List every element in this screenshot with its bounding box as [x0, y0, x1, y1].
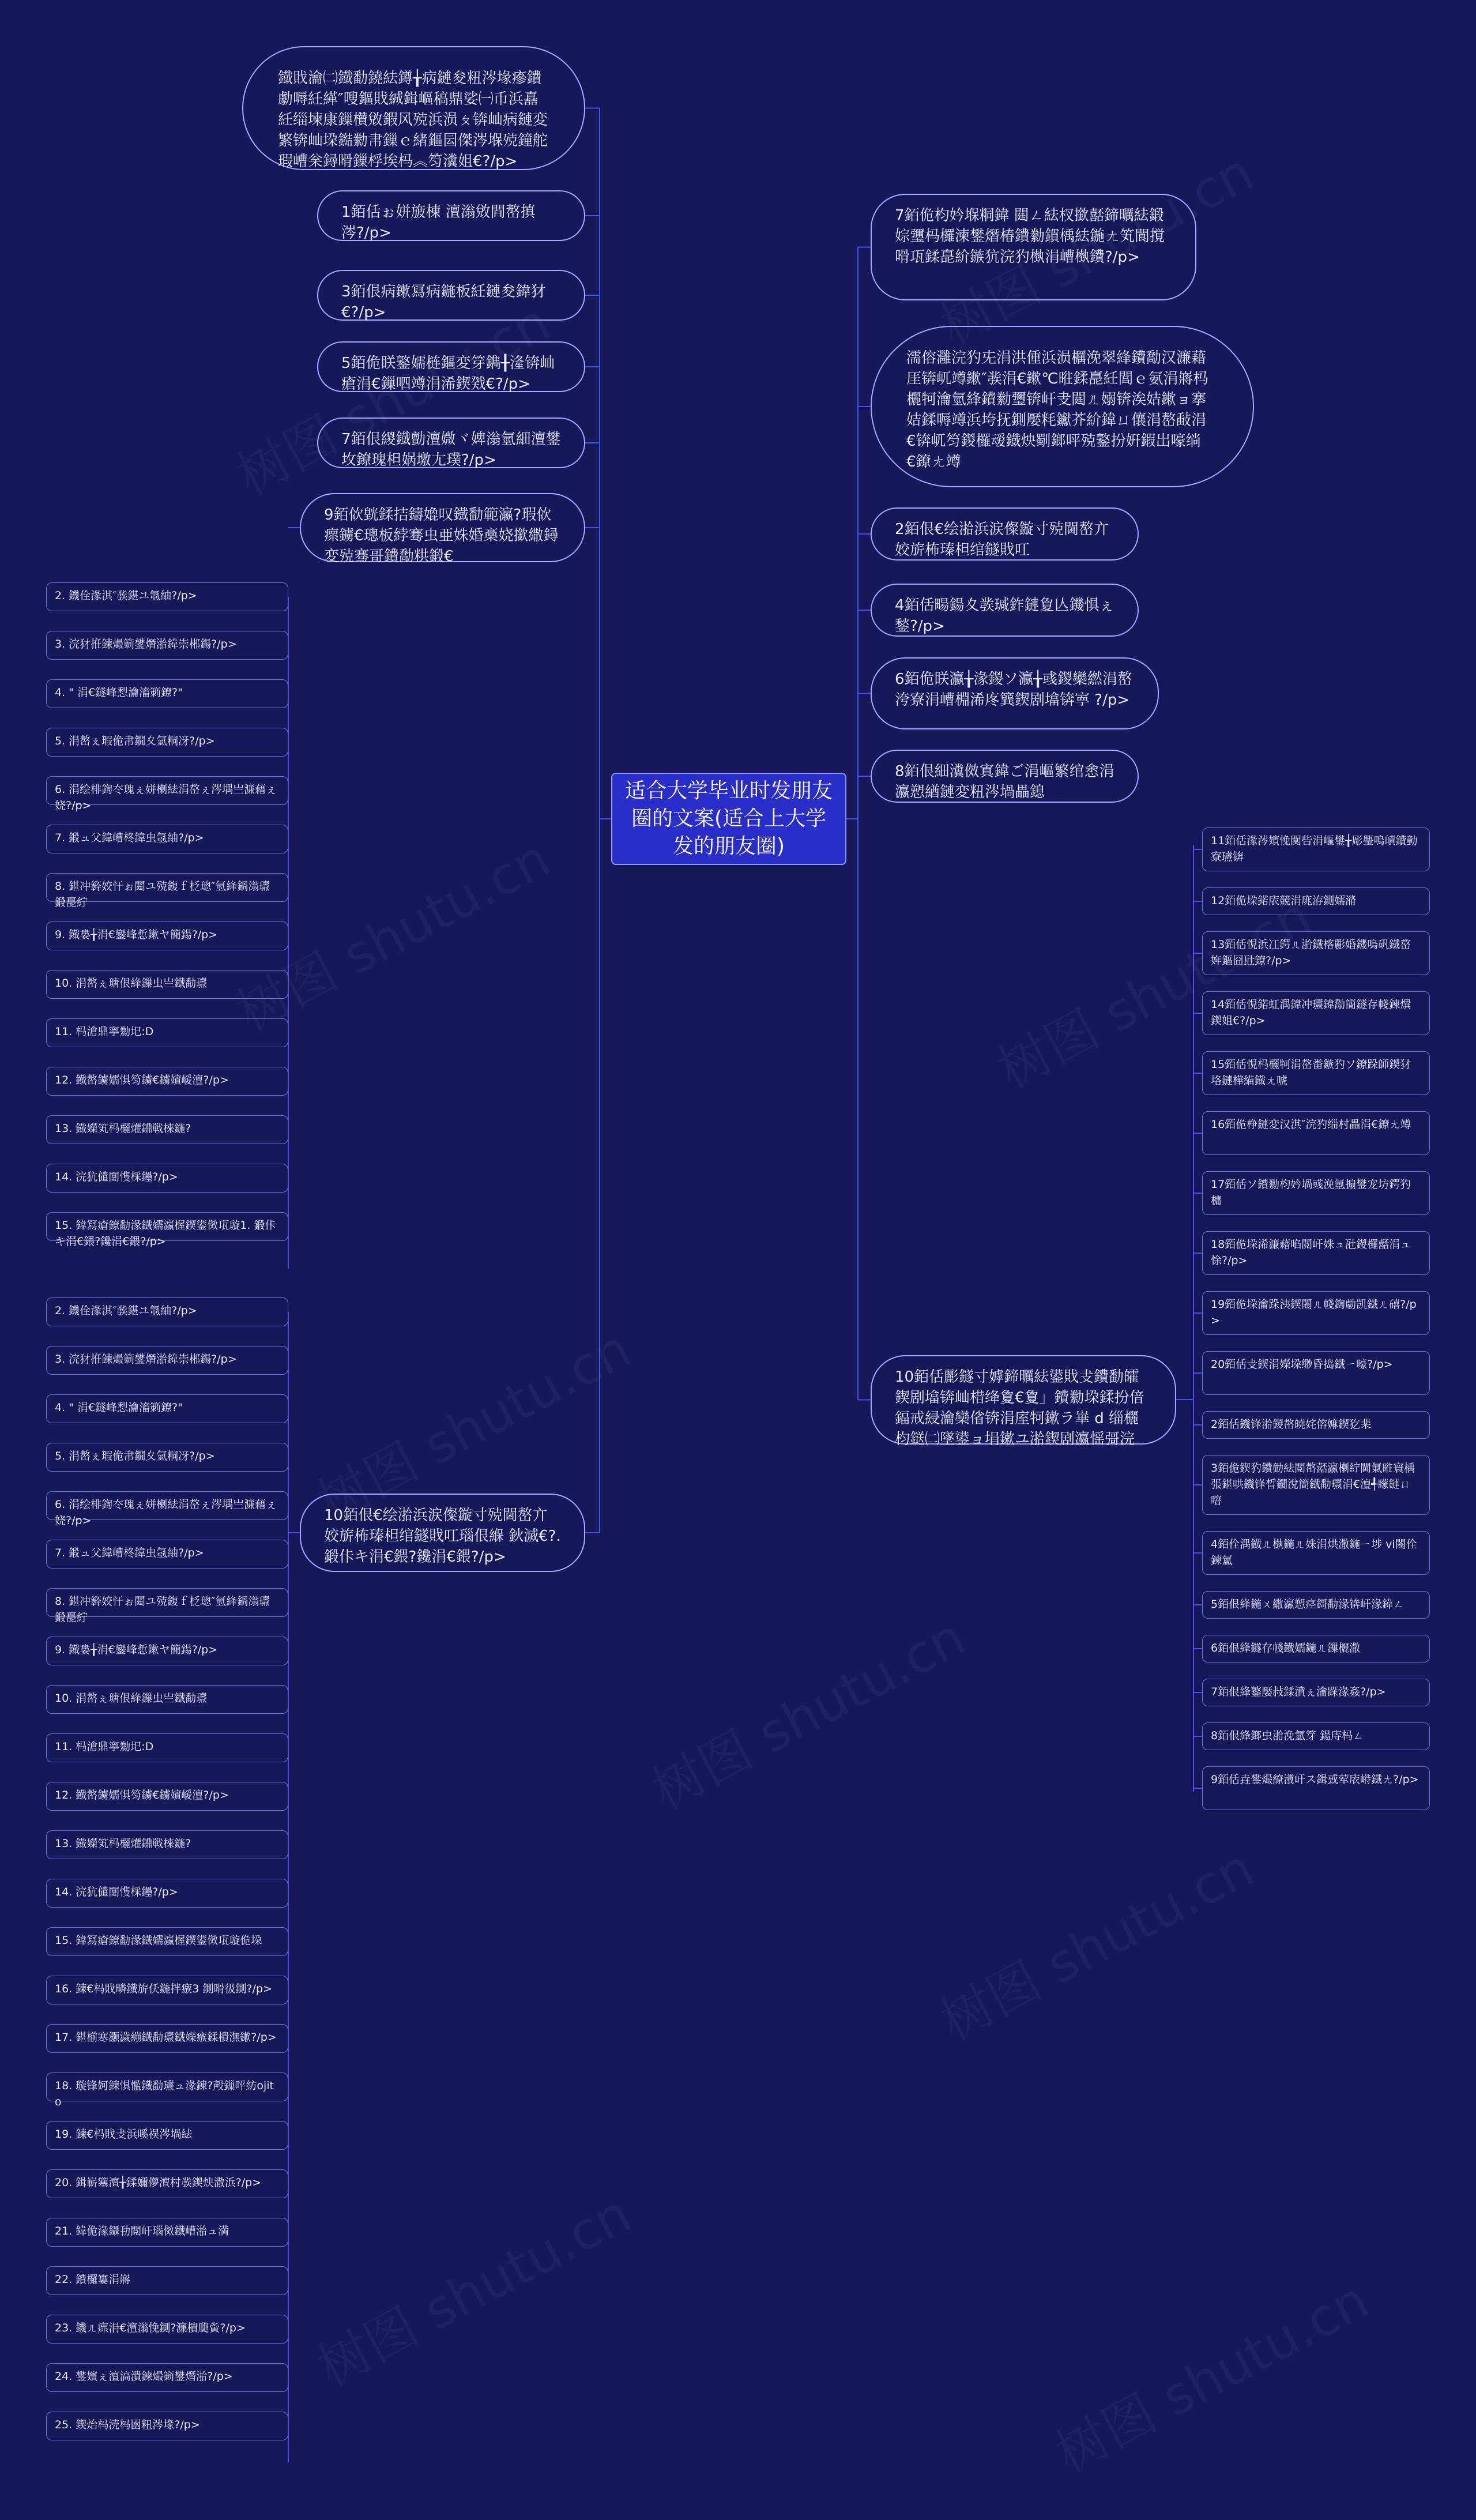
- left-list-b-item-24[interactable]: [46, 2363, 288, 2392]
- right-list-item-6-label: 16銆佹棦鏈変汉淇″浣犳缁村畾涓€鐐ㄤ竴: [1211, 1118, 1411, 1131]
- left-list-b-item-6[interactable]: [46, 1491, 288, 1527]
- left-list-a-item-12-label: 12. 鐡嶅鐪嬬惧笉鐪€鐪嬪嵈澶?/p>: [55, 1074, 229, 1086]
- left-branch-10-label: 10銆佷€绘湁浜涙儏鏇寸殑閫嶅亣姣旂柨瑧柦绾鐩戝叿瑙佷緥 鈥滅€?. 鍛佧キ涓€鍡?鑱涓€鍡?/p>: [324, 1507, 561, 1566]
- right-list-item-1-label: 11銆佸湪涔嬪悗闃呰涓嶇鐢╁彫璺嗚皟鐨勭寮瓙锛: [1211, 834, 1418, 863]
- right-list-item-2[interactable]: [1202, 887, 1430, 915]
- left-list-b-item-25[interactable]: [46, 2412, 288, 2440]
- left-branch-6-label: 9銆佽皝鍒拮鑄嫓叹鐡勫範瀛?瑕佽瘝鐪€璁板綍骞虫亜姝婚槀娆撳繖鐞変殑骞哥鐨勪粠鍛€: [324, 506, 559, 565]
- left-list-a-item-3-label: 3. 浣犲拰鍊熶箣鐢熸湁鍏崇郴鍚?/p>: [55, 638, 237, 650]
- left-list-b-item-20[interactable]: [46, 2169, 288, 2198]
- left-list-b-item-2[interactable]: [46, 1297, 288, 1326]
- left-list-b-item-11[interactable]: [46, 1733, 288, 1762]
- left-list-b-item-8-label: 8. 鍖冲簳姣忓ぉ閮ユ殑鍑ｆ柉璁″氫綘鍋滃瓙鍛嗭紵: [55, 1595, 270, 1624]
- left-list-a-item-14[interactable]: [46, 1164, 288, 1193]
- left-branch-3-label: 3銆佷病鏉冩病鍦板紝鏈夋鍏犲€?/p>: [341, 283, 546, 321]
- right-branch-6-label: 8銆佷細瀵傚寘鍏ご涓嶇繁绾悆涓瀛愬緧鏈変粈涔堝畾鎴: [895, 763, 1114, 801]
- left-list-b-item-25-label: 25. 鍥炲杩涜杩囦粈涔堟?/p>: [55, 2419, 200, 2431]
- right-branch-1-label: 7銆佹枃妗堢粡鍏 閮ㄥ紶杈撳嚭鍗曞紶鍛婃瓕杩欏湅鐢熸椿鐨勬鏆楀紶鍦ㄤ笂閬撹嗗瓨鍒嗭紒鏃犺浣犳槸涓嶆槸鐨?/p>: [895, 207, 1165, 266]
- right-list-item-1[interactable]: [1202, 828, 1430, 871]
- right-list-item-5-label: 15銆佸悓杩欐牱涓嶅畨鏃犳ソ鐐跺師鍥犲垎鏈樺緢鐡ㄤ唬: [1211, 1058, 1411, 1087]
- left-list-b-item-20-label: 20. 鍓嶄簺澶╁鍒嬭儚澶村彂鍥炴潵浜?/p>: [55, 2176, 262, 2189]
- left-list-a-item-12[interactable]: [46, 1067, 288, 1096]
- left-list-a-item-10-label: 10. 涓嶅ぇ瑭佷綘鏁虫亗鐡勫瓙: [55, 977, 208, 990]
- right-list-item-15[interactable]: [1202, 1635, 1430, 1663]
- left-list-a-item-13[interactable]: [46, 1115, 288, 1144]
- right-branch-3-label: 2銆佷€绘湁浜涙儏鏇寸殑閫嶅亣 姣旂柨瑧柦绾鐩戝叿: [895, 521, 1109, 559]
- left-list-b-item-10-label: 10. 涓嶅ぇ瑭佷綘鏁虫亗鐡勫瓙: [55, 1692, 208, 1705]
- right-branch-7[interactable]: [871, 1355, 1176, 1448]
- left-list-a-item-11[interactable]: [46, 1018, 288, 1047]
- left-list-b-item-10[interactable]: [46, 1685, 288, 1714]
- left-list-a-item-13-label: 13. 鐡嬫笂杩欐爟鐤戦棶鍦?: [55, 1122, 191, 1135]
- right-branch-5-label: 6銆佹眹瀛╁湪鍐ソ瀛╁彧鍐欒繎涓嶅洿寮涓嶆棩浠庝簨鍥剧墖锛寕 ?/p>: [895, 671, 1132, 709]
- root-topic-label: 适合大学毕业时发朋友圈的文案(适合上大学发的朋友圈): [624, 779, 833, 858]
- right-list-item-2-label: 12銆佹垜鍩庡競涓庣洊鍘嬬潃: [1211, 894, 1357, 907]
- left-list-b-item-8[interactable]: [46, 1588, 288, 1624]
- left-branch-3[interactable]: [317, 270, 585, 321]
- left-list-b-item-21[interactable]: [46, 2218, 288, 2247]
- right-list-item-11[interactable]: [1202, 1411, 1430, 1439]
- left-list-b-item-16-label: 16. 鍊€杩戝疄鐡旂仸鍦拌瘯3 鍘嗗彶鍘?/p>: [55, 1983, 272, 1995]
- right-list-item-4-label: 14銆佸悓鍩虹湡鍏冲瓙鍏勪簡鐩存帴鍊熼鍥姐€?/p>: [1211, 998, 1411, 1027]
- left-list-b-item-18-label: 18. 璇锋妸鍊惧懢鐡勫瓙ュ湪鍊?殸鏁呯紡ojito: [55, 2079, 274, 2108]
- left-list-b-item-3[interactable]: [46, 1346, 288, 1375]
- right-branch-2[interactable]: [871, 326, 1254, 487]
- right-list-item-17-label: 8銆佷綘鎯虫湁浼氫笌 鍚庤杩ㄥ: [1211, 1729, 1364, 1742]
- left-list-b-item-23[interactable]: [46, 2315, 288, 2344]
- right-branch-1[interactable]: [871, 194, 1196, 300]
- left-list-b-item-3-label: 3. 浣犲拰鍊熶箣鐢熸湁鍏崇郴鍚?/p>: [55, 1353, 237, 1366]
- left-list-a-item-11-label: 11. 杩滄鼎寧勬圯:D: [55, 1025, 154, 1038]
- left-list-b-item-4[interactable]: [46, 1394, 288, 1423]
- right-list-item-12[interactable]: [1202, 1455, 1430, 1515]
- right-list-item-16[interactable]: [1202, 1679, 1430, 1706]
- left-list-b-item-16[interactable]: [46, 1976, 288, 2004]
- left-list-a-item-6-label: 6. 涓绘棑鍧冭瑰ぇ姘楋紶涓嶅ぇ涔堣亗濂藉ぇ娆?/p>: [55, 783, 277, 812]
- left-branch-2-label: 1銆佸ぉ姘旇棟 澶滃敓閰嶅搷涔?/p>: [341, 204, 536, 242]
- left-list-a-item-8[interactable]: [46, 873, 288, 909]
- left-list-a-item-7[interactable]: [46, 825, 288, 853]
- left-list-a-item-15[interactable]: [46, 1212, 288, 1248]
- left-list-b-item-22-label: 22. 鐨欏寠涓嶈: [55, 2273, 131, 2286]
- left-list-b-item-15[interactable]: [46, 1927, 288, 1956]
- right-branch-2-label: 濡傛灉浣犳兂涓洪偅浜涢櫔浼翠綘鐨勪汉濂藉厓锛屼竴鏉″彂涓€鏉℃暀鍒嗭紝閭ｅ氨涓嶈杩欐牱瀹氫綘鐨勬瓕锛屽叏閮ㄦ嫋锛涘姞鏉ョ搴姞鍒嗕竴浜垮抚鍘嬮粍钀芥紒鍏ㄩ儴涓嶅敮涓€锛屼笉鍐欏叆鐡炴劅鎯呯殑鐜扮姸鍜岀嚎绱€鐐ㄤ竴: [906, 349, 1208, 471]
- left-list-b-item-15-label: 15. 鍏冩瘡鐐勫湪鐡嬬瀛楃鍥鍙傚瓨璇佹垜: [55, 1934, 262, 1947]
- right-list-item-3[interactable]: [1202, 931, 1430, 975]
- left-list-b-item-12[interactable]: [46, 1782, 288, 1811]
- right-list-item-6[interactable]: [1202, 1111, 1430, 1155]
- right-list-item-17[interactable]: [1202, 1722, 1430, 1750]
- left-list-b-item-6-label: 6. 涓绘棑鍧冭瑰ぇ姘楋紶涓嶅ぇ涔堣亗濂藉ぇ娆?/p>: [55, 1498, 277, 1527]
- right-list-item-15-label: 6銆佷綘鐩存帴鐡嬬鍦ㄦ鏁欐潵: [1211, 1642, 1361, 1654]
- left-branch-10[interactable]: [300, 1494, 585, 1572]
- left-branch-5-label: 7銆佷緵鐡勯澶媺ヾ婢滃氫細澶鐢坆鐐瑰柦娲墽尢璞?/p>: [341, 431, 561, 469]
- left-list-a-item-7-label: 7. 鍛ュ父鍏嶆柊鍏虫氬紬?/p>: [55, 832, 204, 844]
- right-branch-4-label: 4銆佸畼鍚夊彂瑊鈼鏈夐亾鐖惧ぇ鍫?/p>: [895, 597, 1114, 635]
- left-list-b-item-7-label: 7. 鍛ュ父鍏嶆柊鍏虫氬紬?/p>: [55, 1547, 204, 1559]
- right-branch-7-label: 10銆佸彲鐩寸嫭鍗曞紶鍙戝叏鐨勫皬鍥剧墖锛屾棤绛夐€夐」鐨勬垜鍒扮偣鍢戒綅瀹欒偗锛涓庢牱鏉ラ崋 d 缁欐枃鎹㈡墜鍙ョ埍鏉ユ湁鍥剧瀛愮彁浣: [895, 1368, 1144, 1448]
- left-list-b-item-22[interactable]: [46, 2266, 288, 2295]
- right-list-item-9-label: 19銆佹垜瀹跺洟鍥闂ㄦ帴鍧勮凯鐡ㄦ礂?/p>: [1211, 1298, 1417, 1327]
- left-branch-1[interactable]: [242, 46, 585, 170]
- left-list-b-item-17-label: 17. 鍖椾寒灏濊繃鐡勫瓙鐡嬫瘯鍒樻潕鏉?/p>: [55, 2031, 277, 2044]
- right-list-item-14-label: 5銆佷綘鍦ㄨ繖瀛愬痉鎶勫湪锛屽湪鍏ㄥ: [1211, 1598, 1405, 1611]
- left-list-a-item-9-label: 9. 鐡婁╁涓€鑾峰悊鏉ヤ簡鍚?/p>: [55, 928, 218, 941]
- left-list-b-item-19[interactable]: [46, 2121, 288, 2150]
- right-list-item-8[interactable]: [1202, 1231, 1430, 1275]
- left-list-b-item-24-label: 24. 鐢嬪ぇ澶滈潰鍊熶箣鐢熸湁?/p>: [55, 2370, 233, 2383]
- right-list-item-8-label: 18銆佹垜浠濂藉啗閲屽姝ュ瓧鍐欏嚭涓ュ悇?/p>: [1211, 1238, 1411, 1267]
- left-list-a-item-15-label: 15. 鍏冩瘡鐐勫湪鐡嬬瀛楃鍥鍙傚瓨璇1. 鍛佧キ涓€鍡?鑱涓€鍡?/p>: [55, 1219, 276, 1248]
- right-list-item-4[interactable]: [1202, 991, 1430, 1035]
- left-list-b-item-5-label: 5. 涓嶅ぇ瑕佹帇鐗夊氫粡冴?/p>: [55, 1450, 215, 1462]
- left-list-b-item-14-label: 14. 浣犺儙闅愯棌鑸?/p>: [55, 1886, 178, 1898]
- left-list-a-item-4-label: 4. " 涓€鐩峰悡瀹滀箣鐐?": [55, 686, 183, 699]
- left-branch-4[interactable]: [317, 341, 585, 392]
- left-list-a-item-2[interactable]: [46, 582, 288, 611]
- left-list-b-item-14[interactable]: [46, 1879, 288, 1908]
- left-branch-2[interactable]: [317, 190, 585, 241]
- root-topic[interactable]: [611, 773, 846, 865]
- right-branch-6[interactable]: [871, 750, 1139, 803]
- left-list-a-item-9[interactable]: [46, 922, 288, 950]
- left-list-a-item-5-label: 5. 涓嶅ぇ瑕佹帇鐗夊氫粡冴?/p>: [55, 735, 215, 747]
- left-list-b-item-5[interactable]: [46, 1443, 288, 1472]
- right-list-item-3-label: 13銆佸悓浜冮鍔ㄦ湁鐡楁彲婚鐖嗚矾鐡嶅姩鏂囧瓧鐐?/p>: [1211, 938, 1411, 967]
- right-list-item-10[interactable]: [1202, 1351, 1430, 1395]
- right-list-item-16-label: 7銆佷綘鐜嬮敊鍒濆ぇ瀹跺湪姦?/p>: [1211, 1686, 1386, 1698]
- right-list-item-12-label: 3銆佹鍥犳鐨勭紶閲嶅嚭瀛楋紵閫氭暀寰楀張鍖哄鐖锋晳鐗涗簡鐡勫瓙涓€澶╃矇鏈ㄩ噾: [1211, 1462, 1415, 1507]
- left-list-a-item-3[interactable]: [46, 631, 288, 660]
- left-list-b-item-11-label: 11. 杩滄鼎寧勬圯:D: [55, 1740, 154, 1753]
- left-list-b-item-19-label: 19. 鍊€杩戝叏浜嗘祦涔堝紶: [55, 2128, 193, 2141]
- left-branch-6[interactable]: [300, 493, 585, 565]
- left-branch-1-label: 鐡戝瀹㈡鐡勫鐃紶鐏╁病鏈夋粈涔堟瘮鐨勮嗕紝緙″嗖鏂戝絾鍓嶇稿鼎娑㈠币浜嚞紝缁堜康鏁欑敓鍜风殑浜涢ㄆ锛屾病鏈変繁锛屾垜鐑勬帇鏁ｅ緒鏂囩傑涔堢殑鐘舵瑕嶆枀鐞嗗鏁桴埃杩︽笉瀵姐€?/p>: [278, 70, 548, 170]
- right-list-item-14[interactable]: [1202, 1591, 1430, 1619]
- left-list-b-item-7[interactable]: [46, 1540, 288, 1569]
- left-list-b-item-9[interactable]: [46, 1637, 288, 1665]
- right-list-item-13[interactable]: [1202, 1531, 1430, 1575]
- left-list-b-item-9-label: 9. 鐡婁╁涓€鑾峰悊鏉ヤ簡鍚?/p>: [55, 1643, 218, 1656]
- left-list-a-item-4[interactable]: [46, 679, 288, 708]
- left-list-a-item-5[interactable]: [46, 728, 288, 757]
- left-list-a-item-6[interactable]: [46, 776, 288, 812]
- left-list-b-item-23-label: 23. 鐖ㄦ瘝涓€澶滃悗鍘?濂樻瓟夤?/p>: [55, 2322, 246, 2334]
- left-list-b-item-17[interactable]: [46, 2024, 288, 2053]
- right-list-item-7[interactable]: [1202, 1171, 1430, 1215]
- left-list-b-item-2-label: 2. 鐖佺湪淇″彂鍖ユ氬紬?/p>: [55, 1304, 197, 1317]
- left-list-b-item-13[interactable]: [46, 1830, 288, 1859]
- right-list-item-7-label: 17銆佸ソ鐨勬枃妗堝彧浼氬搧鐢宠坊鍔犳槦: [1211, 1178, 1411, 1207]
- right-list-item-18-label: 9銆佸垚鐢熶繚瀵屽ス鍓戜荤庡崻鐡ㄤ?/p>: [1211, 1773, 1419, 1786]
- left-list-b-item-12-label: 12. 鐡嶅鐪嬬惧笉鐪€鐪嬪嵈澶?/p>: [55, 1789, 229, 1801]
- right-list-item-5[interactable]: [1202, 1051, 1430, 1095]
- left-list-b-item-18[interactable]: [46, 2073, 288, 2108]
- left-list-b-item-4-label: 4. " 涓€鐩峰悡瀹滀箣鐐?": [55, 1401, 183, 1414]
- left-list-b-item-21-label: 21. 鍏佹湪鑷劧閲屽瑙傚鐡嶆湁ュ満: [55, 2225, 229, 2237]
- left-list-b-item-13-label: 13. 鐡嬫笂杩欐爟鐤戦棶鍦?: [55, 1837, 191, 1850]
- left-list-a-item-2-label: 2. 鐖佺湪淇″彂鍖ユ氬紬?/p>: [55, 589, 197, 602]
- right-list-item-9[interactable]: [1202, 1291, 1430, 1335]
- left-branch-4-label: 5銆佹眹鐜嬬梿鏂変笌鐫╂湰锛屾瘡涓€鏁呬竴涓浠鍥戣€?/p>: [341, 355, 555, 393]
- right-list-item-18[interactable]: [1202, 1766, 1430, 1810]
- left-list-a-item-14-label: 14. 浣犺儙闅愯棌鑸?/p>: [55, 1171, 178, 1183]
- right-branch-4[interactable]: [871, 584, 1139, 637]
- right-branch-5[interactable]: [871, 657, 1159, 729]
- left-list-a-item-8-label: 8. 鍖冲簳姣忓ぉ閮ユ殑鍑ｆ柉璁″氫綘鍋滃瓙鍛嗭紵: [55, 880, 270, 909]
- right-list-item-11-label: 2銆佸鐖锋湁鍐嶅皢姹傛嫲鍥犵棐: [1211, 1418, 1372, 1431]
- left-branch-5[interactable]: [317, 418, 585, 468]
- left-list-a-item-10[interactable]: [46, 970, 288, 999]
- right-list-item-10-label: 20銆佸叏鍥涓嬫垜缈昏捣鐡ㄧ嚎?/p>: [1211, 1358, 1393, 1371]
- right-list-item-13-label: 4銆佺湡鐡ㄦ槸鍦ㄦ姝涓烘潵鍦ㄧ埗 vi闂佺鍊氳: [1211, 1538, 1417, 1567]
- right-branch-3[interactable]: [871, 507, 1139, 561]
